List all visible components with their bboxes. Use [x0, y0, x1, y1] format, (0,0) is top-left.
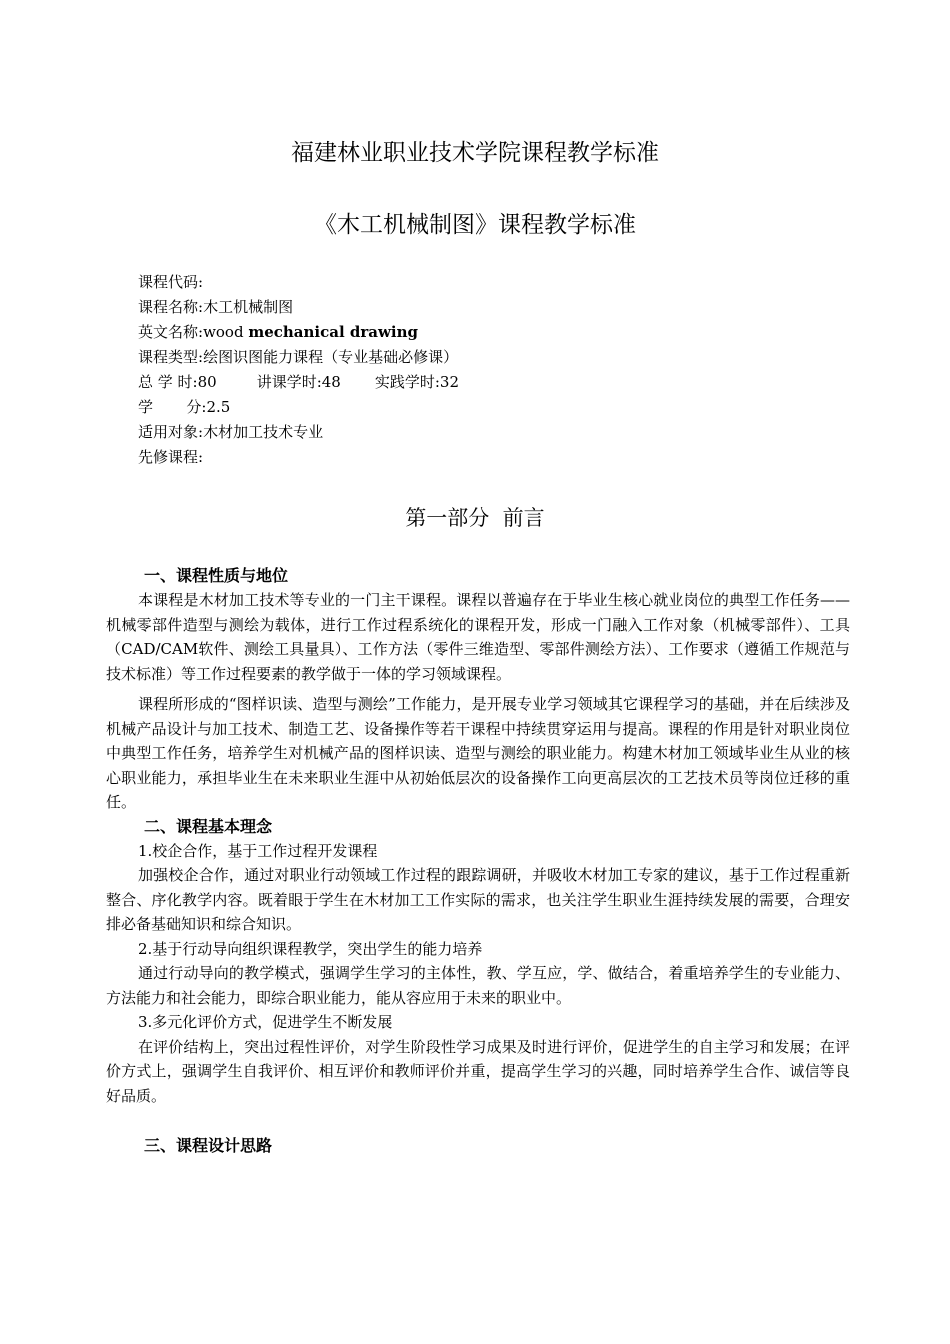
course-standard-title: 《木工机械制图》课程教学标准 — [314, 212, 636, 238]
section-heading-concept: 二、课程基本理念 — [144, 816, 273, 836]
prereq-label: 先修课程: — [138, 448, 204, 466]
course-code-label: 课程代码: — [138, 273, 204, 291]
practice-hours-label: 实践学时: — [374, 373, 440, 391]
paragraph-nature-2: 课程所形成的“图样识读、造型与测绘”工作能力，是开展专业学习领域其它课程学习的基础，并在后续涉及机械产品设计与加工技术、制造工艺、设备操作等若干课程中持续贯穿运用与提高。课程的作用是针对职业岗位中典型工作任务，培养学生对机械产品的图样识读、造型与测绘的职业能力。构建木材加工领域毕业生从业的核心职业能力，承担毕业生在未来职业生涯中从初始低层次的设备操作工向更高层次的工艺技术员等岗位迁移的重任。 — [106, 695, 850, 811]
info-prerequisites — [138, 445, 459, 470]
info-english-name — [138, 320, 459, 345]
practice-hours-value: 32 — [439, 373, 459, 391]
concept-item-1: 1.校企合作，基于工作过程开发课程 — [138, 841, 378, 860]
concept-item-3-text: 在评价结构上，突出过程性评价，对学生阶段性学习成果及时进行评价，促进学生的自主学习和发展；在评价方式上，强调学生自我评价、相互评价和教师评价并重，提高学生学习的兴趣，同时培养学生合作、诚信等良好品质。 — [106, 1037, 850, 1105]
document-title: 福建林业职业技术学院课程教学标准 — [291, 140, 659, 166]
info-hours — [138, 370, 459, 395]
lecture-hours-value: 48 — [321, 373, 341, 391]
info-target — [138, 420, 459, 445]
concept-item-3: 3.多元化评价方式，促进学生不断发展 — [138, 1013, 393, 1031]
course-type-value: 绘图识图能力课程（专业基础必修课） — [203, 348, 459, 366]
total-hours-value: 80 — [197, 373, 217, 391]
english-name-label: 英文名称: — [138, 323, 204, 341]
concept-item-2: 2.基于行动导向组织课程教学，突出学生的能力培养 — [138, 939, 483, 958]
concept-item-2-text: 通过行动导向的教学模式，强调学生学习的主体性，教、学互应，学、做结合，着重培养学生的专业能力、方法能力和社会能力，即综合职业能力，能从容应用于未来的职业中。 — [106, 964, 850, 1007]
course-name-label: 课程名称: — [138, 298, 204, 316]
credits-value: 2.5 — [206, 398, 231, 416]
target-label: 适用对象: — [138, 423, 204, 441]
part-one-title: 第一部分 前言 — [405, 506, 545, 530]
course-type-label: 课程类型: — [138, 348, 204, 366]
preface-body — [106, 564, 850, 1158]
target-value: 木材加工技术专业 — [203, 423, 324, 441]
english-name-word: wood — [203, 323, 249, 341]
info-course-name — [138, 295, 459, 320]
concept-item-1-text: 加强校企合作，通过对职业行动领域工作过程的跟踪调研，并吸收木材加工专家的建议，基于工作过程重新整合、序化教学内容。既着眼于学生在木材加工工作实际的需求，也关注学生职业生涯持续发展的需要，合理安排必备基础知识和综合知识。 — [106, 866, 850, 933]
info-credits — [138, 395, 459, 420]
total-hours-label: 总 学 时: — [138, 373, 198, 391]
section-heading-design: 三、课程设计思路 — [144, 1136, 273, 1155]
info-course-code — [138, 270, 459, 295]
credits-label: 学 分: — [138, 398, 207, 416]
course-name-value: 木工机械制图 — [203, 298, 294, 316]
paragraph-nature-1: 本课程是木材加工技术等专业的一门主干课程。课程以普遍存在于毕业生核心就业岗位的典型工作任务——机械零部件造型与测绘为载体，进行工作过程系统化的课程开发，形成一门融入工作对象（机械零部件）、工具（CAD/CAM软件、测绘工具量具）、工作方法（零件三维造型、零部件测绘方法）、工作要求（遵循工作规范与技术标准）等工作过程要素的教学做于一体的学习领域课程。 — [106, 591, 850, 683]
course-info-block — [138, 270, 459, 470]
info-course-type — [138, 345, 459, 370]
english-name-bold: mechanical drawing — [248, 323, 419, 341]
lecture-hours-label: 讲课学时: — [256, 373, 322, 391]
section-heading-nature: 一、课程性质与地位 — [144, 566, 289, 585]
